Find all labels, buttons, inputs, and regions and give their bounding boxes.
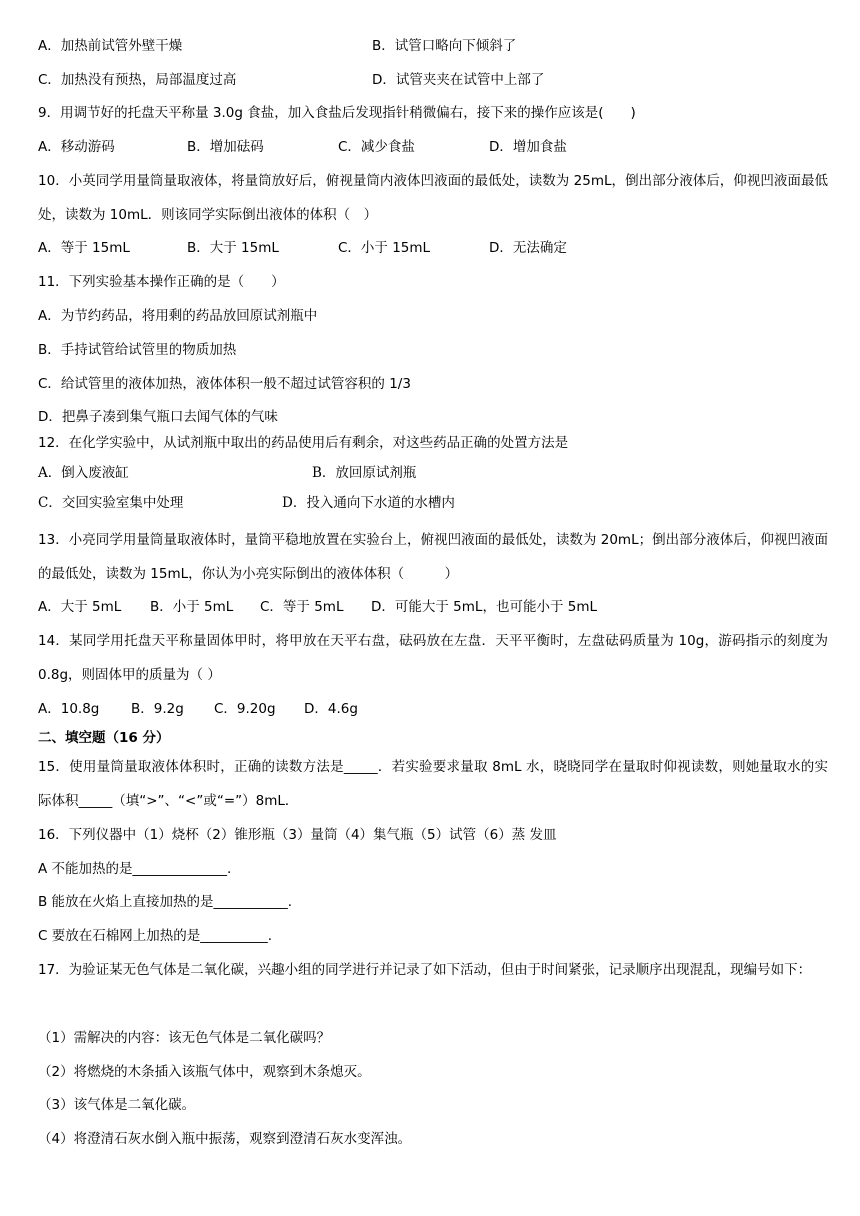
q17-item-2: （2）将燃烧的木条插入该瓶气体中，观察到木条熄灭。 [38,1064,371,1080]
q11-option-d: D．把鼻子凑到集气瓶口去闻气体的气味 [38,409,278,425]
q9-option-d: D．增加食盐 [489,139,567,155]
q8-option-a: A．加热前试管外壁干燥 [38,38,183,54]
q10-option-a: A．等于 15mL [38,240,130,256]
q11-option-b: B．手持试管给试管里的物质加热 [38,342,237,358]
q11-option-c: C．给试管里的液体加热，液体体积一般不超过试管容积的 1/3 [38,376,411,392]
q14-stem: 14．某同学用托盘天平称量固体甲时，将甲放在天平右盘，砝码放在左盘．天平平衡时，左盘砝码质量为 10g，游码指示的刻度为 0.8g，则固体甲的质量为（ ） [38,633,828,683]
q9-option-a: A．移动游码 [38,139,115,155]
q12-stem: 12．在化学实验中，从试剂瓶中取出的药品使用后有剩余，对这些药品正确的处置方法是 [38,435,569,451]
q9-stem: 9．用调节好的托盘天平称量 3.0g 食盐，加入食盐后发现指针稍微偏右，接下来的操作应该是( ) [38,105,636,121]
q9-option-b: B．增加砝码 [187,139,264,155]
q14-option-c: C．9.20g [214,701,276,717]
q14-option-b: B．9.2g [131,701,184,717]
q17-item-1: （1）需解决的内容：该无色气体是二氧化碳吗？ [38,1030,331,1046]
q16-part-a: A 不能加热的是______________. [38,861,232,877]
q17-item-4: （4）将澄清石灰水倒入瓶中振荡，观察到澄清石灰水变浑浊。 [38,1131,412,1147]
q14-option-d: D．4.6g [304,701,358,717]
q16-part-b: B 能放在火焰上直接加热的是___________. [38,894,293,910]
q10-option-c: C．小于 15mL [338,240,431,256]
q13-option-d: D．可能大于 5mL，也可能小于 5mL [371,599,597,615]
q10-option-b: B．大于 15mL [187,240,279,256]
section-heading: 二、填空题（16 分） [38,730,170,746]
q8-option-d: D．试管夹夹在试管中上部了 [372,72,545,88]
q17-stem: 17．为验证某无色气体是二氧化碳，兴趣小组的同学进行并记录了如下活动，但由于时间紧张，记录顺序出现混乱，现编号如下： [38,962,812,978]
q13-option-b: B．小于 5mL [150,599,234,615]
q10-stem: 10．小英同学用量筒量取液体，将量筒放好后，俯视量筒内液体凹液面的最低处，读数为 25mL，倒出部分液体后，仰视凹液面最低处，读数为 10mL．则该同学实际倒出液体的体积（ ） [38,173,828,223]
q12-option-d: D．投入通向下水道的水槽内 [282,495,455,511]
q11-stem: 11．下列实验基本操作正确的是（ ） [38,274,285,290]
q13-option-c: C．等于 5mL [260,599,344,615]
q16-part-c: C 要放在石棉网上加热的是__________. [38,928,273,944]
q15-stem: 15．使用量筒量取液体体积时，正确的读数方法是_____．若实验要求量取 8mL 水，晓晓同学在量取时仰视读数，则她量取水的实际体积_____（填“>”、“<”或“=”）8mL． [38,759,828,809]
q8-option-b: B．试管口略向下倾斜了 [372,38,517,54]
q16-stem: 16．下列仪器中（1）烧杯（2）锥形瓶（3）量筒（4）集气瓶（5）试管（6）蒸 发皿 [38,827,557,843]
q12-option-a: A．倒入废液缸 [38,465,129,481]
q11-option-a: A．为节约药品，将用剩的药品放回原试剂瓶中 [38,308,318,324]
q13-stem: 13．小亮同学用量筒量取液体时，量筒平稳地放置在实验台上，俯视凹液面的最低处，读数为 20mL；倒出部分液体后，仰视凹液面的最低处，读数为 15mL，你认为小亮实际倒出的液体体积（ ） [38,532,828,582]
q12-option-b: B．放回原试剂瓶 [312,465,417,481]
q13-option-a: A．大于 5mL [38,599,122,615]
q10-option-d: D．无法确定 [489,240,567,256]
q14-option-a: A．10.8g [38,701,100,717]
q8-option-c: C．加热没有预热，局部温度过高 [38,72,237,88]
q17-item-3: （3）该气体是二氧化碳。 [38,1097,196,1113]
q12-option-c: C．交回实验室集中处理 [38,495,184,511]
q9-option-c: C．减少食盐 [338,139,415,155]
